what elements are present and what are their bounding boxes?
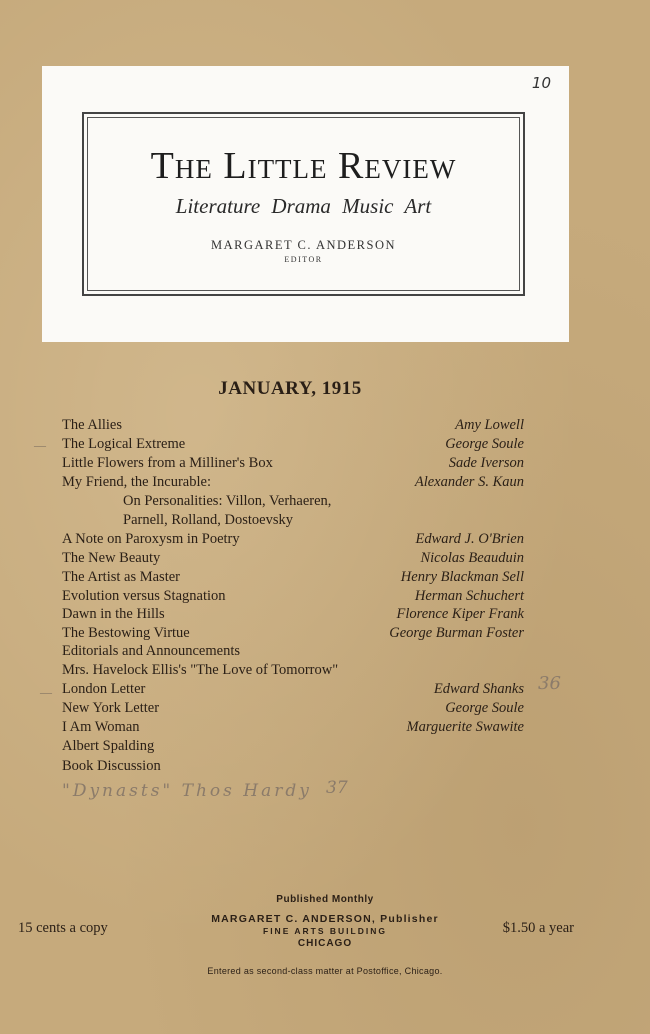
toc-title: The Logical Extreme xyxy=(62,436,186,452)
toc-title: The Artist as Master xyxy=(62,569,180,585)
toc-entry xyxy=(62,642,524,661)
toc-author: Nicolas Beauduin xyxy=(420,550,524,566)
toc-title: The Bestowing Virtue xyxy=(62,625,190,641)
pencil-dash-mark: –– xyxy=(40,685,52,699)
toc-entry xyxy=(62,435,524,454)
magazine-title: The Little Review xyxy=(150,145,457,187)
toc-title: New York Letter xyxy=(62,700,160,716)
toc-title: My Friend, the Incurable: xyxy=(62,474,211,490)
toc-entry xyxy=(62,568,524,587)
toc-title: Book Discussion xyxy=(62,758,161,774)
editor-role: EDITOR xyxy=(284,255,323,264)
toc-title: I Am Woman xyxy=(62,719,140,735)
toc-title: Parnell, Rolland, Dostoevsky xyxy=(123,512,293,528)
editor-name: MARGARET C. ANDERSON xyxy=(211,238,396,252)
toc-author: George Soule xyxy=(445,436,524,452)
margin-number: 36 xyxy=(538,673,561,694)
toc-entry xyxy=(62,757,524,776)
building-line: FINE ARTS BUILDING xyxy=(263,926,387,936)
toc-entry xyxy=(62,511,524,530)
toc-entry xyxy=(62,454,524,473)
toc-title: Evolution versus Stagnation xyxy=(62,588,226,604)
toc-entry xyxy=(62,624,524,643)
issue-date: JANUARY, 1915 xyxy=(218,378,362,399)
postal-entry-line: Entered as second-class matter at Postoffice, Chicago. xyxy=(207,966,443,976)
published-monthly: Published Monthly xyxy=(276,894,374,905)
toc-author: Marguerite Swawite xyxy=(406,719,524,735)
toc-author: George Burman Foster xyxy=(389,625,524,641)
toc-entry xyxy=(62,530,524,549)
toc-author: Edward Shanks xyxy=(433,681,524,697)
toc-entry xyxy=(62,549,524,568)
toc-title: Mrs. Havelock Ellis's "The Love of Tomorrow" xyxy=(62,662,339,678)
toc-title: The New Beauty xyxy=(62,550,161,566)
handwritten-note: "Dynasts" Thos Hardy xyxy=(62,781,312,801)
toc-title: Dawn in the Hills xyxy=(62,606,165,622)
toc-entry xyxy=(62,416,524,435)
toc-author: George Soule xyxy=(445,700,524,716)
toc-author: Sade Iverson xyxy=(448,455,524,471)
toc-entry xyxy=(62,492,524,511)
toc-author: Henry Blackman Sell xyxy=(400,569,524,585)
toc-entry xyxy=(62,587,524,606)
toc-title: A Note on Paroxysm in Poetry xyxy=(62,531,240,547)
page-number: 10 xyxy=(531,74,551,92)
toc-entry xyxy=(62,661,524,680)
toc-entry xyxy=(62,718,524,737)
toc-entry xyxy=(62,737,524,756)
toc-author: Herman Schuchert xyxy=(414,588,524,604)
city-line: CHICAGO xyxy=(297,938,353,949)
toc-title: Editorials and Announcements xyxy=(62,643,240,659)
toc-title: London Letter xyxy=(62,681,146,697)
toc-entry xyxy=(62,699,524,718)
toc-title: On Personalities: Villon, Verhaeren, xyxy=(123,493,332,509)
toc-author: Alexander S. Kaun xyxy=(414,474,524,490)
price-per-copy: 15 cents a copy xyxy=(18,920,108,936)
toc-author: Florence Kiper Frank xyxy=(396,606,524,622)
pencil-dash-mark: –– xyxy=(34,438,46,452)
toc-title: Little Flowers from a Milliner's Box xyxy=(62,455,273,471)
toc-title: Albert Spalding xyxy=(62,738,155,754)
magazine-subtitle: Literature Drama Music Art xyxy=(175,194,432,218)
price-per-year: $1.50 a year xyxy=(502,920,574,936)
publisher-line: MARGARET C. ANDERSON, Publisher xyxy=(211,913,439,925)
toc-author: Amy Lowell xyxy=(455,417,524,433)
toc-author: Edward J. O'Brien xyxy=(415,531,524,547)
toc-entry xyxy=(62,473,524,492)
toc-entry xyxy=(62,605,524,624)
toc-title: The Allies xyxy=(62,417,123,433)
handwritten-page: 37 xyxy=(326,778,348,798)
toc-entry xyxy=(62,680,524,699)
